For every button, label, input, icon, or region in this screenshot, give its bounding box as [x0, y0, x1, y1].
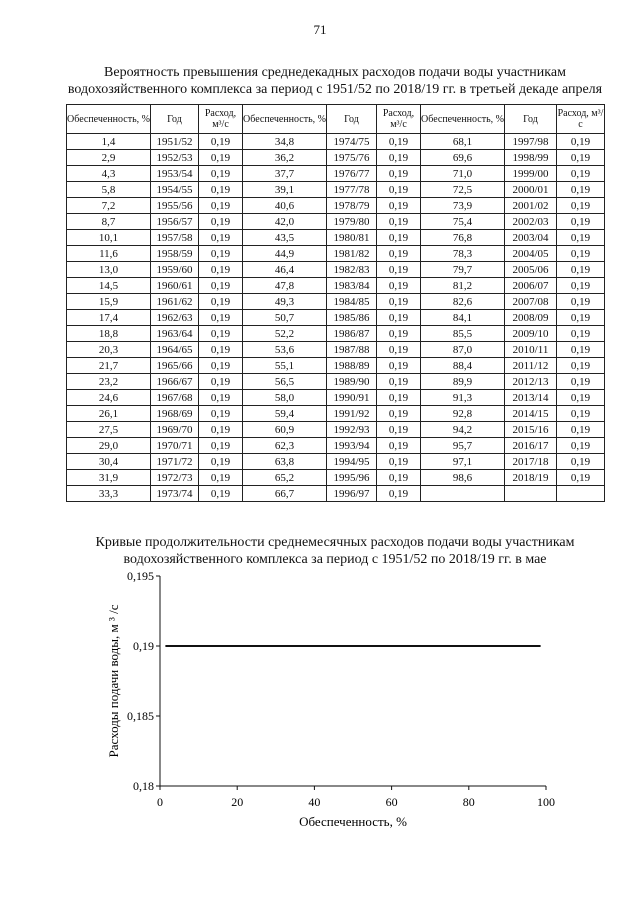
table-cell: 0,19 [199, 406, 243, 422]
table-row [67, 150, 605, 166]
page-number: 71 [313, 22, 327, 37]
table-cell: 2014/15 [505, 406, 557, 422]
table-cell: 0,19 [377, 150, 421, 166]
table-cell: 0,19 [377, 358, 421, 374]
table-cell: 0,19 [377, 406, 421, 422]
table-cell: 1984/85 [327, 294, 377, 310]
table-cell: 1991/92 [327, 406, 377, 422]
exceedance-table [66, 104, 605, 502]
table-cell: 39,1 [243, 182, 327, 198]
table-cell: 1985/86 [327, 310, 377, 326]
table-cell: 53,6 [243, 342, 327, 358]
table-row [67, 294, 605, 310]
table-cell: 0,19 [199, 438, 243, 454]
table-cell: 91,3 [421, 390, 505, 406]
table-cell: 88,4 [421, 358, 505, 374]
table-cell: 0,19 [199, 454, 243, 470]
y-axis-label: Расходы подачи воды, м ³ /с [106, 604, 121, 758]
table-cell: 2017/18 [505, 454, 557, 470]
table-cell: 81,2 [421, 278, 505, 294]
table-row [67, 438, 605, 454]
table-cell: 0,19 [377, 182, 421, 198]
header-cell: Обеспеченность, % [67, 105, 151, 134]
table-cell: 47,8 [243, 278, 327, 294]
table-cell: 18,8 [67, 326, 151, 342]
table-row [67, 374, 605, 390]
table-cell: 2004/05 [505, 246, 557, 262]
table-cell: 11,6 [67, 246, 151, 262]
table-cell [421, 486, 505, 502]
table-cell: 0,19 [557, 454, 605, 470]
table-cell: 1952/53 [151, 150, 199, 166]
table-cell: 0,19 [199, 486, 243, 502]
table-cell: 1976/77 [327, 166, 377, 182]
table-cell: 0,19 [199, 214, 243, 230]
table-cell: 1961/62 [151, 294, 199, 310]
x-tick-label: 40 [308, 795, 321, 809]
table-cell: 0,19 [199, 326, 243, 342]
table-cell: 2011/12 [505, 358, 557, 374]
x-tick-label: 60 [385, 795, 398, 809]
table-cell: 2015/16 [505, 422, 557, 438]
table-cell: 0,19 [557, 230, 605, 246]
table-cell: 46,4 [243, 262, 327, 278]
table-cell: 0,19 [199, 134, 243, 150]
table-cell: 14,5 [67, 278, 151, 294]
table-cell: 0,19 [557, 358, 605, 374]
table-cell: 1981/82 [327, 246, 377, 262]
table-row [67, 390, 605, 406]
table-cell: 0,19 [557, 246, 605, 262]
table-row [67, 342, 605, 358]
table-cell: 0,19 [377, 342, 421, 358]
table-cell: 0,19 [557, 326, 605, 342]
table-title [60, 64, 610, 98]
table-cell: 0,19 [199, 358, 243, 374]
table-cell: 95,7 [421, 438, 505, 454]
table-cell: 0,19 [377, 310, 421, 326]
x-tick-label: 80 [462, 795, 475, 809]
table-cell: 0,19 [199, 470, 243, 486]
header-cell: Год [151, 105, 199, 134]
table-cell: 0,19 [557, 214, 605, 230]
table-cell: 2009/10 [505, 326, 557, 342]
table-row [67, 278, 605, 294]
table-cell: 1977/78 [327, 182, 377, 198]
table-cell: 0,19 [199, 278, 243, 294]
table-row [67, 406, 605, 422]
table-cell: 0,19 [557, 310, 605, 326]
table-cell: 44,9 [243, 246, 327, 262]
table-row [67, 262, 605, 278]
table-cell: 0,19 [199, 342, 243, 358]
table-cell: 0,19 [557, 150, 605, 166]
table-cell: 62,3 [243, 438, 327, 454]
table-cell: 42,0 [243, 214, 327, 230]
table-cell: 0,19 [557, 262, 605, 278]
table-cell: 1973/74 [151, 486, 199, 502]
table-row [67, 470, 605, 486]
table-cell: 0,19 [557, 166, 605, 182]
table-cell: 0,19 [377, 246, 421, 262]
table-row [67, 358, 605, 374]
table-row [67, 198, 605, 214]
table-cell: 2010/11 [505, 342, 557, 358]
table-row [67, 310, 605, 326]
table-row [67, 230, 605, 246]
table-cell: 1992/93 [327, 422, 377, 438]
x-tick-label: 0 [157, 795, 163, 809]
table-cell: 97,1 [421, 454, 505, 470]
chart-title-line2: водохозяйственного комплекса за период с 1951/52 по 2018/19 гг. в мае [123, 552, 547, 567]
table-cell: 1990/91 [327, 390, 377, 406]
table-row [67, 486, 605, 502]
table-cell: 0,19 [377, 470, 421, 486]
table-cell: 2005/06 [505, 262, 557, 278]
table-cell: 1989/90 [327, 374, 377, 390]
table-cell: 1964/65 [151, 342, 199, 358]
table-cell: 1975/76 [327, 150, 377, 166]
table-cell: 0,19 [557, 182, 605, 198]
table-cell: 1958/59 [151, 246, 199, 262]
y-tick-label: 0,185 [127, 709, 154, 723]
table-cell: 0,19 [557, 390, 605, 406]
table-cell: 0,19 [199, 374, 243, 390]
table-cell: 0,19 [377, 198, 421, 214]
table-cell: 26,1 [67, 406, 151, 422]
table-title-line2: водохозяйственного комплекса за период с 1951/52 по 2018/19 гг. в третьей декаде апреля [67, 82, 603, 97]
table-cell: 0,19 [557, 342, 605, 358]
table-cell: 0,19 [557, 278, 605, 294]
table-cell: 30,4 [67, 454, 151, 470]
table-cell: 0,19 [557, 406, 605, 422]
table-cell: 0,19 [557, 438, 605, 454]
table-cell: 2012/13 [505, 374, 557, 390]
table-cell: 0,19 [557, 198, 605, 214]
table-cell: 40,6 [243, 198, 327, 214]
table-cell: 21,7 [67, 358, 151, 374]
x-tick-label: 100 [537, 795, 555, 809]
table-cell: 2013/14 [505, 390, 557, 406]
header-cell: Обеспеченность, % [421, 105, 505, 134]
table-cell: 0,19 [377, 230, 421, 246]
table-cell: 7,2 [67, 198, 151, 214]
table-cell: 1960/61 [151, 278, 199, 294]
table-cell: 29,0 [67, 438, 151, 454]
chart-axes [127, 569, 555, 809]
table-title-line1: Вероятность превышения среднедекадных расходов подачи воды участникам [104, 65, 566, 80]
table-cell: 78,3 [421, 246, 505, 262]
table-cell: 1988/89 [327, 358, 377, 374]
table-cell: 68,1 [421, 134, 505, 150]
table-cell: 1965/66 [151, 358, 199, 374]
header-cell: Обеспеченность, % [243, 105, 327, 134]
table-cell: 1956/57 [151, 214, 199, 230]
table-cell: 75,4 [421, 214, 505, 230]
y-tick-label: 0,195 [127, 569, 154, 583]
table-cell: 2001/02 [505, 198, 557, 214]
table-cell: 0,19 [199, 166, 243, 182]
table-cell: 1967/68 [151, 390, 199, 406]
table-cell: 2016/17 [505, 438, 557, 454]
table-cell: 31,9 [67, 470, 151, 486]
duration-curve-chart [0, 560, 640, 830]
y-tick-label: 0,18 [133, 779, 154, 793]
table-cell: 1955/56 [151, 198, 199, 214]
table-cell: 2008/09 [505, 310, 557, 326]
table-cell: 0,19 [557, 134, 605, 150]
table-body [67, 134, 605, 502]
table-cell: 1997/98 [505, 134, 557, 150]
header-cell: Год [327, 105, 377, 134]
table-cell: 82,6 [421, 294, 505, 310]
table-cell: 58,0 [243, 390, 327, 406]
table-cell: 1957/58 [151, 230, 199, 246]
table-cell: 2,9 [67, 150, 151, 166]
table-cell: 0,19 [377, 134, 421, 150]
table-cell: 0,19 [199, 294, 243, 310]
table-cell: 0,19 [557, 294, 605, 310]
table-cell: 49,3 [243, 294, 327, 310]
table-cell: 0,19 [377, 390, 421, 406]
table-cell: 36,2 [243, 150, 327, 166]
table-cell: 4,3 [67, 166, 151, 182]
table-cell: 0,19 [377, 486, 421, 502]
table-row [67, 214, 605, 230]
table-cell: 1970/71 [151, 438, 199, 454]
table-cell: 24,6 [67, 390, 151, 406]
table-cell: 72,5 [421, 182, 505, 198]
table-cell: 0,19 [199, 390, 243, 406]
table-cell: 1986/87 [327, 326, 377, 342]
header-cell: Расход, м³/с [557, 105, 605, 134]
table-cell: 1993/94 [327, 438, 377, 454]
table-cell: 65,2 [243, 470, 327, 486]
table-cell: 87,0 [421, 342, 505, 358]
table-cell: 0,19 [199, 198, 243, 214]
table-cell: 37,7 [243, 166, 327, 182]
table-cell: 1962/63 [151, 310, 199, 326]
table-cell: 8,7 [67, 214, 151, 230]
table-cell: 52,2 [243, 326, 327, 342]
table-cell: 0,19 [199, 262, 243, 278]
table-cell: 1,4 [67, 134, 151, 150]
table-cell: 0,19 [199, 422, 243, 438]
table-cell: 1972/73 [151, 470, 199, 486]
table-cell: 10,1 [67, 230, 151, 246]
table-cell: 0,19 [377, 438, 421, 454]
table-cell [505, 486, 557, 502]
table-cell: 0,19 [557, 422, 605, 438]
table-cell: 23,2 [67, 374, 151, 390]
table-cell: 0,19 [377, 214, 421, 230]
table-cell: 0,19 [377, 294, 421, 310]
table-cell: 1983/84 [327, 278, 377, 294]
table-cell: 60,9 [243, 422, 327, 438]
table-cell: 1968/69 [151, 406, 199, 422]
table-cell: 27,5 [67, 422, 151, 438]
table-cell: 1994/95 [327, 454, 377, 470]
table-cell: 76,8 [421, 230, 505, 246]
table-header-row [67, 105, 605, 134]
table-row [67, 246, 605, 262]
table-cell: 2018/19 [505, 470, 557, 486]
table-cell: 0,19 [199, 230, 243, 246]
table-cell: 1951/52 [151, 134, 199, 150]
table-cell: 1980/81 [327, 230, 377, 246]
table-cell: 2006/07 [505, 278, 557, 294]
table-cell: 2007/08 [505, 294, 557, 310]
header-cell: Расход, м³/с [377, 105, 421, 134]
table-cell: 0,19 [377, 326, 421, 342]
table-cell: 0,19 [377, 374, 421, 390]
table-cell: 5,8 [67, 182, 151, 198]
table-cell: 63,8 [243, 454, 327, 470]
table-cell: 1959/60 [151, 262, 199, 278]
table-cell: 89,9 [421, 374, 505, 390]
header-cell: Год [505, 105, 557, 134]
table-cell: 55,1 [243, 358, 327, 374]
table-cell: 1963/64 [151, 326, 199, 342]
table-row [67, 166, 605, 182]
table-row [67, 182, 605, 198]
table-cell [557, 486, 605, 502]
table-cell: 2002/03 [505, 214, 557, 230]
table-cell: 1996/97 [327, 486, 377, 502]
table-cell: 1971/72 [151, 454, 199, 470]
table-cell: 0,19 [557, 374, 605, 390]
header-cell: Расход, м³/с [199, 105, 243, 134]
table-cell: 1999/00 [505, 166, 557, 182]
table-cell: 13,0 [67, 262, 151, 278]
table-cell: 0,19 [377, 166, 421, 182]
table-cell: 69,6 [421, 150, 505, 166]
table-cell: 98,6 [421, 470, 505, 486]
table-cell: 0,19 [199, 246, 243, 262]
table-cell: 0,19 [199, 150, 243, 166]
table-cell: 1998/99 [505, 150, 557, 166]
table-cell: 0,19 [377, 262, 421, 278]
table-cell: 56,5 [243, 374, 327, 390]
table-cell: 94,2 [421, 422, 505, 438]
table-cell: 2003/04 [505, 230, 557, 246]
table-cell: 34,8 [243, 134, 327, 150]
table-row [67, 454, 605, 470]
table-cell: 1979/80 [327, 214, 377, 230]
table-cell: 84,1 [421, 310, 505, 326]
table-cell: 1953/54 [151, 166, 199, 182]
table-cell: 15,9 [67, 294, 151, 310]
table-cell: 73,9 [421, 198, 505, 214]
table-row [67, 134, 605, 150]
table-row [67, 422, 605, 438]
y-tick-label: 0,19 [133, 639, 154, 653]
table-cell: 0,19 [199, 182, 243, 198]
table-cell: 1974/75 [327, 134, 377, 150]
table-cell: 33,3 [67, 486, 151, 502]
table-cell: 50,7 [243, 310, 327, 326]
table-cell: 85,5 [421, 326, 505, 342]
table-cell: 43,5 [243, 230, 327, 246]
table-cell: 79,7 [421, 262, 505, 278]
table-cell: 0,19 [377, 454, 421, 470]
table-cell: 92,8 [421, 406, 505, 422]
chart-title-line1: Кривые продолжительности среднемесячных расходов подачи воды участникам [95, 535, 575, 550]
table-cell: 20,3 [67, 342, 151, 358]
table-cell: 0,19 [557, 470, 605, 486]
x-tick-label: 20 [231, 795, 244, 809]
table-cell: 1995/96 [327, 470, 377, 486]
table-cell: 1954/55 [151, 182, 199, 198]
table-cell: 1966/67 [151, 374, 199, 390]
table-cell: 2000/01 [505, 182, 557, 198]
table-cell: 1969/70 [151, 422, 199, 438]
table-cell: 17,4 [67, 310, 151, 326]
table-cell: 1982/83 [327, 262, 377, 278]
table-row [67, 326, 605, 342]
table-cell: 0,19 [377, 278, 421, 294]
table-cell: 0,19 [199, 310, 243, 326]
table-cell: 59,4 [243, 406, 327, 422]
table-cell: 66,7 [243, 486, 327, 502]
table-cell: 1987/88 [327, 342, 377, 358]
table-cell: 0,19 [377, 422, 421, 438]
x-axis-label: Обеспеченность, % [299, 814, 407, 829]
table-cell: 71,0 [421, 166, 505, 182]
table-cell: 1978/79 [327, 198, 377, 214]
